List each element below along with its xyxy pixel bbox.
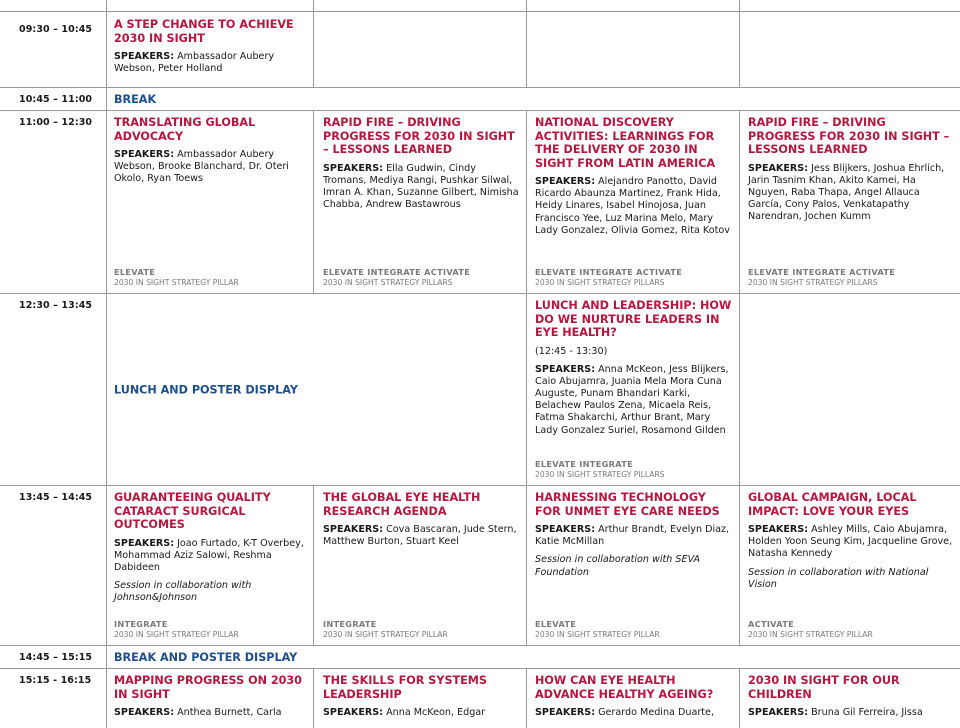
session-title: LUNCH AND LEADERSHIP: HOW DO WE NURTURE LEADERS IN EYE HEALTH? — [535, 299, 732, 339]
session-title: MAPPING PROGRESS ON 2030 IN SIGHT — [114, 674, 302, 701]
speakers: SPEAKERS: Joao Furtado, K-T Overbey, Mohammad Aziz Salowi, Reshma Dabideen — [114, 537, 304, 573]
speakers: SPEAKERS: Jess Blijkers, Joshua Ehrlich, Jarin Tasnim Khan, Akito Kamei, Ha Nguyen, Raba Thapa, Angel Allauca García, Cony Palos, Venkatapathy Narendran, Jochen Kumm — [748, 162, 945, 223]
speakers: SPEAKERS: Ella Gudwin, Cindy Tromans, Mediya Rangi, Pushkar Silwal, Imran A. Khan, Suzanne Gilbert, Nimisha Chabba, Andrew Bastawrous — [323, 162, 519, 211]
speakers: SPEAKERS: Ambassador Aubery Webson, Peter Holland — [114, 51, 275, 75]
session-card[interactable] — [739, 486, 960, 645]
session-title: HARNESSING TECHNOLOGY FOR UNMET EYE CARE NEEDS — [535, 491, 720, 518]
schedule-row-1230 — [0, 293, 960, 485]
time-slot: 10:45 – 11:00 — [19, 94, 93, 105]
session-card[interactable] — [526, 294, 739, 485]
strategy-pillar: ELEVATE INTEGRATE ACTIVATE 2030 IN SIGHT STRATEGY PILLARS — [748, 267, 896, 287]
strategy-pillar: ELEVATE INTEGRATE ACTIVATE 2030 IN SIGHT STRATEGY PILLARS — [323, 267, 471, 287]
session-card[interactable] — [739, 111, 960, 293]
session-note: Session in collaboration with National Vision — [748, 566, 929, 590]
session-card[interactable] — [106, 669, 313, 728]
session-note: Session in collaboration with Johnson&Johnson — [114, 580, 252, 604]
schedule-row-1515 — [0, 668, 960, 728]
strategy-pillar: ELEVATE 2030 IN SIGHT STRATEGY PILLAR — [114, 267, 239, 287]
schedule-row-break — [0, 87, 960, 110]
strategy-pillar: ELEVATE INTEGRATE 2030 IN SIGHT STRATEGY PILLARS — [535, 459, 665, 479]
strategy-pillar: ELEVATE 2030 IN SIGHT STRATEGY PILLAR — [535, 619, 660, 639]
session-card[interactable] — [313, 486, 526, 645]
speakers: SPEAKERS: Ashley Mills, Caio Abujamra, Holden Yoon Seung Kim, Jacqueline Grove, Natasha Kennedy — [748, 524, 953, 560]
session-title: A STEP CHANGE TO ACHIEVE 2030 IN SIGHT — [114, 18, 294, 45]
strategy-pillar: INTEGRATE 2030 IN SIGHT STRATEGY PILLAR — [114, 619, 239, 639]
session-card[interactable] — [526, 486, 739, 645]
top-stub-row — [0, 0, 960, 11]
session-card[interactable] — [313, 111, 526, 293]
session-title: HOW CAN EYE HEALTH ADVANCE HEALTHY AGEING? — [535, 674, 714, 701]
session-card[interactable] — [106, 12, 313, 87]
strategy-pillar: ACTIVATE 2030 IN SIGHT STRATEGY PILLAR — [748, 619, 873, 639]
session-card[interactable] — [106, 111, 313, 293]
speakers: SPEAKERS: Ambassador Aubery Webson, Brooke Blanchard, Dr. Oteri Okolo, Ryan Toews — [114, 149, 289, 185]
session-subtime: (12:45 - 13:30) — [535, 345, 608, 357]
break-label: BREAK AND POSTER DISPLAY — [114, 651, 298, 664]
time-slot: 15:15 - 16:15 — [19, 675, 92, 686]
strategy-pillar: INTEGRATE 2030 IN SIGHT STRATEGY PILLAR — [323, 619, 448, 639]
session-title: THE GLOBAL EYE HEALTH RESEARCH AGENDA — [323, 491, 481, 518]
session-title: RAPID FIRE – DRIVING PROGRESS FOR 2030 IN SIGHT – LESSONS LEARNED — [323, 116, 515, 156]
speakers: SPEAKERS: Arthur Brandt, Evelyn Diaz, Katie McMillan — [535, 524, 730, 548]
speakers: SPEAKERS: Gerardo Medina Duarte, — [535, 707, 714, 718]
session-title: TRANSLATING GLOBAL ADVOCACY — [114, 116, 256, 143]
break-label: BREAK — [114, 93, 157, 106]
time-slot: 14:45 – 15:15 — [19, 652, 93, 663]
time-slot: 12:30 – 13:45 — [19, 300, 93, 311]
session-title: THE SKILLS FOR SYSTEMS LEADERSHIP — [323, 674, 487, 701]
schedule-row-0930 — [0, 11, 960, 87]
lunch-label: LUNCH AND POSTER DISPLAY — [114, 383, 298, 396]
speakers: SPEAKERS: Anthea Burnett, Carla — [114, 707, 282, 718]
session-card[interactable] — [526, 669, 739, 728]
strategy-pillar: ELEVATE INTEGRATE ACTIVATE 2030 IN SIGHT STRATEGY PILLARS — [535, 267, 683, 287]
speakers: SPEAKERS: Anna McKeon, Edgar — [323, 707, 486, 718]
schedule-row-break-poster — [0, 645, 960, 668]
session-card[interactable] — [739, 669, 960, 728]
speakers: SPEAKERS: Bruna Gil Ferreira, Jissa — [748, 707, 923, 718]
session-title: GUARANTEEING QUALITY CATARACT SURGICAL OUTCOMES — [114, 491, 271, 531]
session-card[interactable] — [106, 486, 313, 645]
time-slot: 09:30 – 10:45 — [19, 24, 93, 35]
session-title: RAPID FIRE – DRIVING PROGRESS FOR 2030 IN SIGHT – LESSONS LEARNED — [748, 116, 950, 156]
session-note: Session in collaboration with SEVA Foundation — [535, 554, 701, 578]
speakers: SPEAKERS: Alejandro Panotto, David Ricardo Abaunza Martinez, Frank Hida, Heidy Linares, Isabel Hinojosa, Juan Francisco Yee, Luz Marina Melo, Mary Lady Gonzalez, Olivia Gomez, Rita Kotov — [535, 176, 730, 236]
time-slot: 13:45 – 14:45 — [19, 492, 93, 503]
schedule-row-1345 — [0, 485, 960, 645]
session-title: GLOBAL CAMPAIGN, LOCAL IMPACT: LOVE YOUR EYES — [748, 491, 917, 518]
schedule-row-1100 — [0, 110, 960, 293]
speakers: SPEAKERS: Cova Bascaran, Jude Stern, Matthew Burton, Stuart Keel — [323, 524, 517, 548]
time-slot: 11:00 – 12:30 — [19, 117, 93, 128]
session-card[interactable] — [313, 669, 526, 728]
session-title: NATIONAL DISCOVERY ACTIVITIES: LEARNINGS FOR THE DELIVERY OF 2030 IN SIGHT FROM LATIN AMERICA — [535, 116, 716, 170]
speakers: SPEAKERS: Anna McKeon, Jess Blijkers, Caio Abujamra, Juania Mela Mora Cuna Auguste, Punam Bhandari Karki, Belachew Paulos Zena, Micaela Reis, Fatma Shakarchi, Arthur Brant, Mary Lady Gonzalez Suriel, Rosamond Gilden — [535, 363, 729, 436]
session-title: 2030 IN SIGHT FOR OUR CHILDREN — [748, 674, 900, 701]
session-card[interactable] — [526, 111, 739, 293]
